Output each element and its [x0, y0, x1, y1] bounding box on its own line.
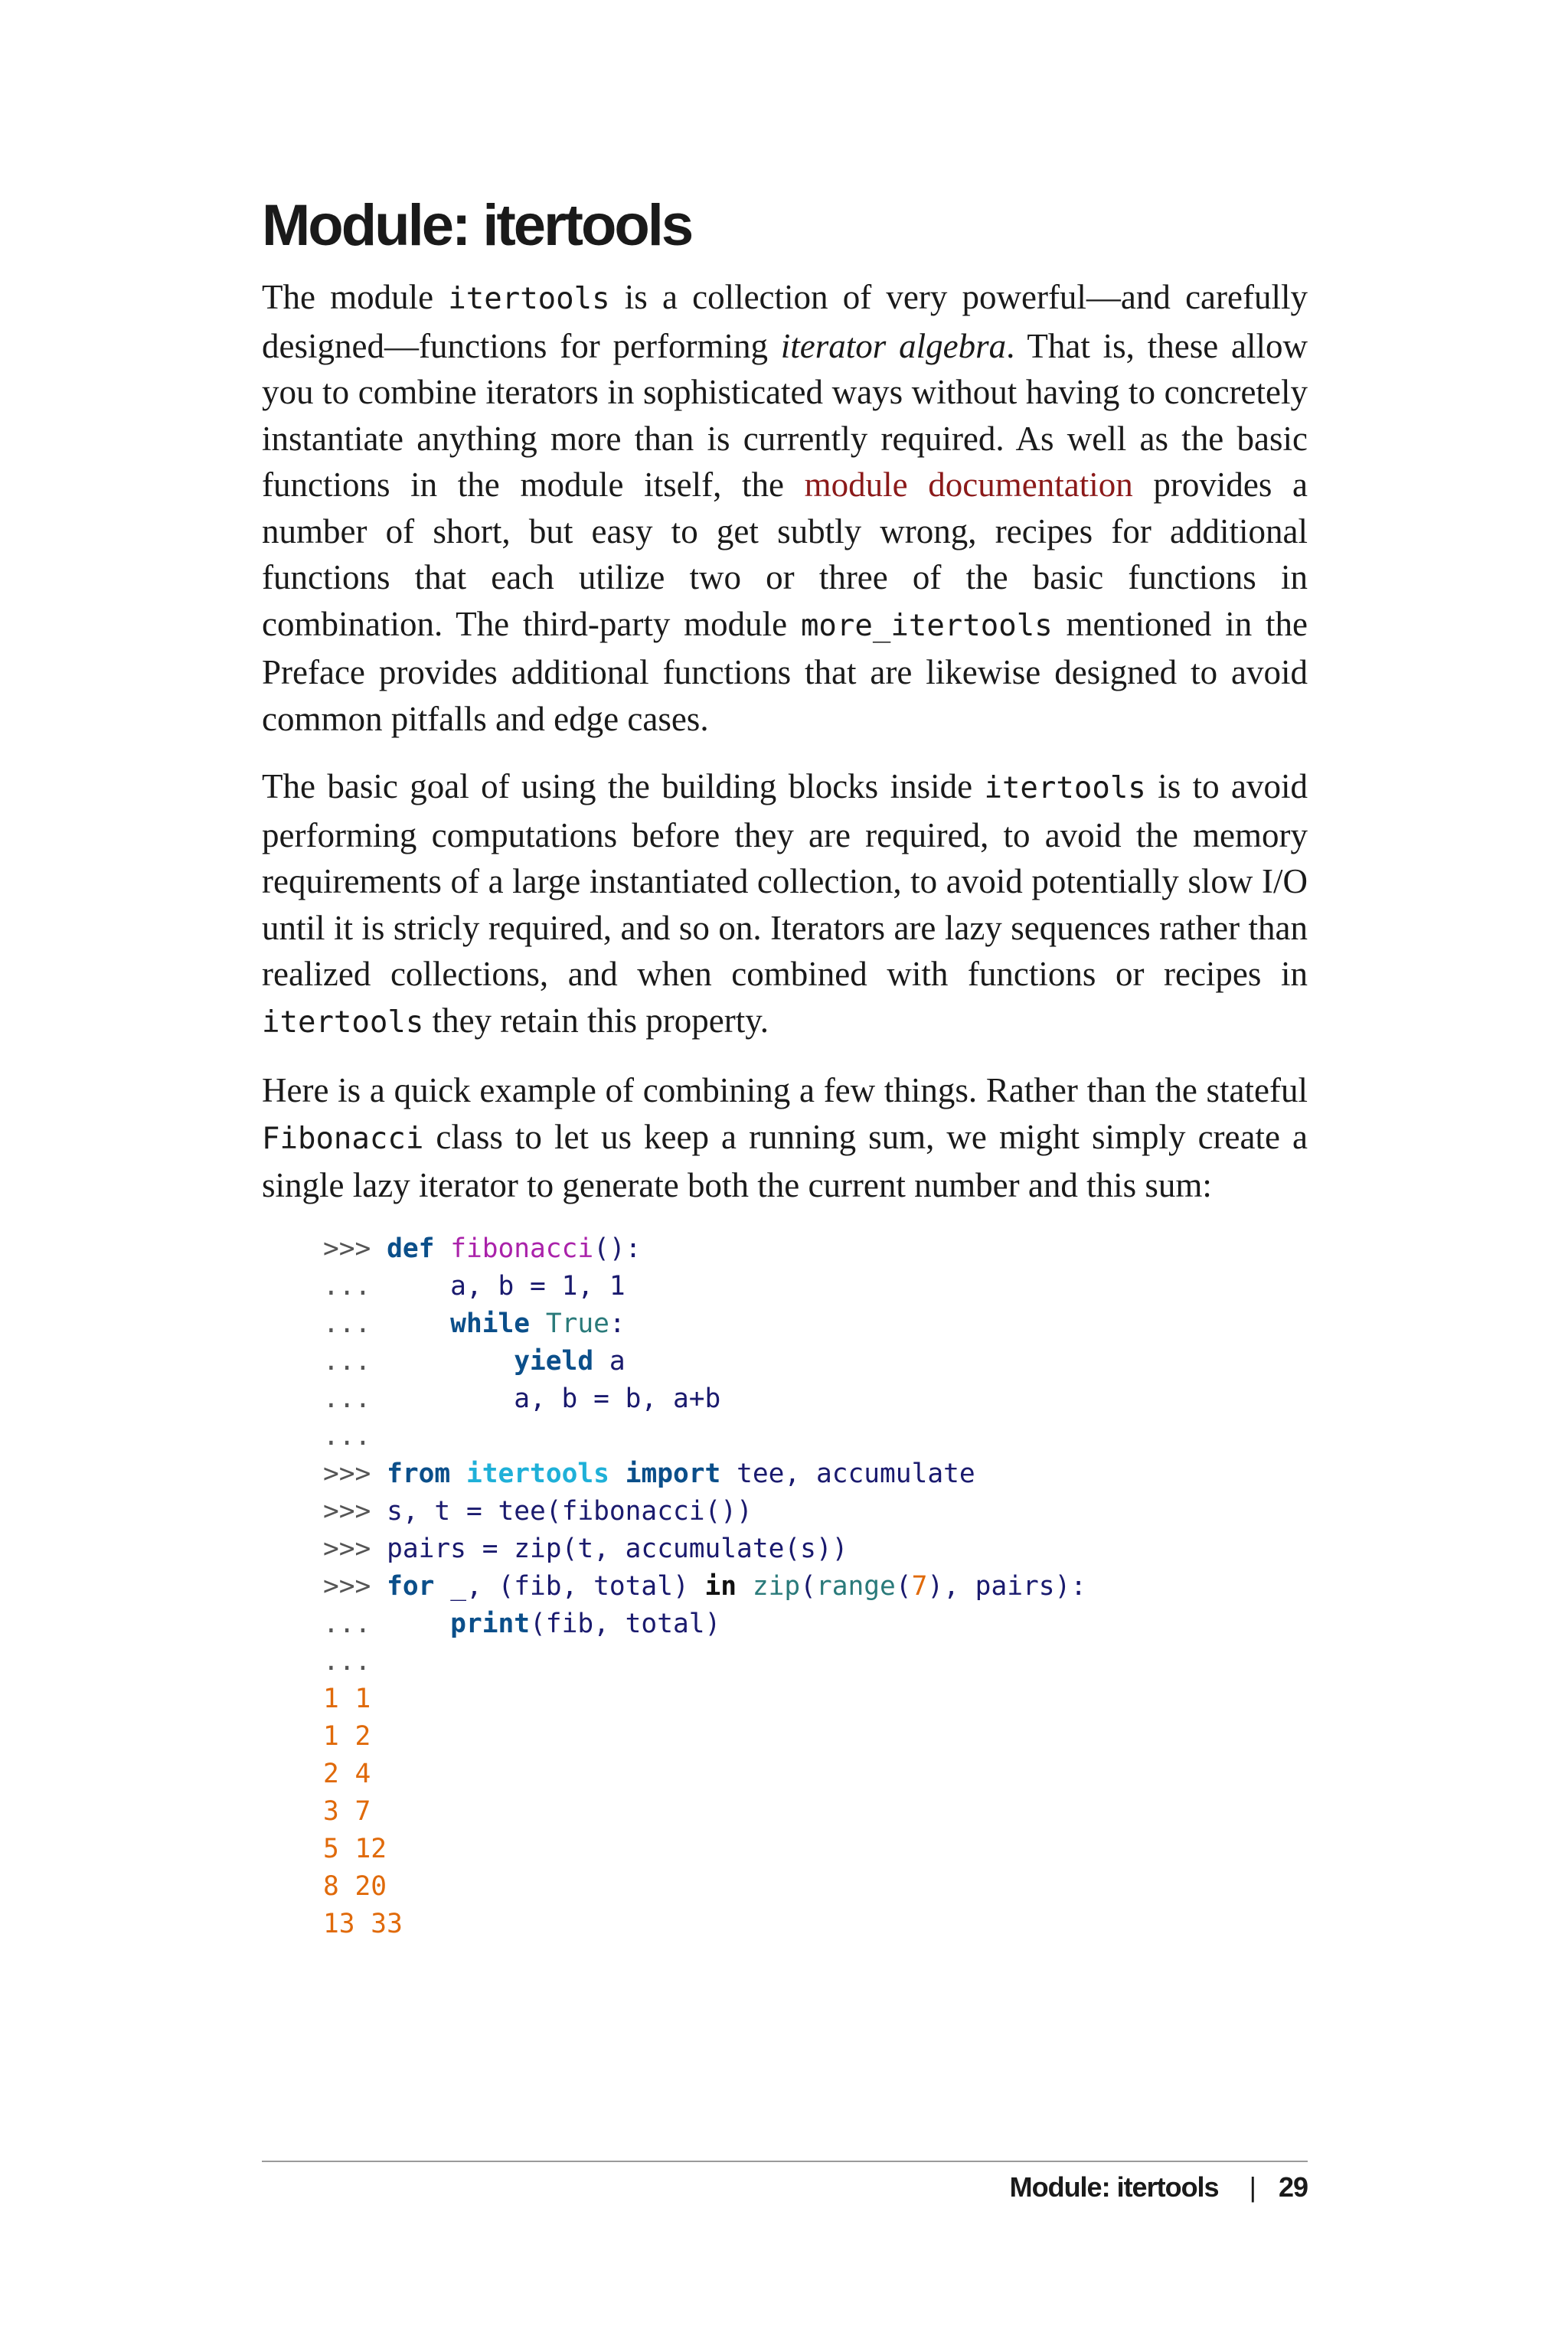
code-line: a, b = b, a+b	[514, 1383, 721, 1414]
footer-section-title: Module: itertools	[1009, 2171, 1219, 2203]
prompt: >>>	[323, 1458, 371, 1489]
text: provides a number of short, but easy to get subtly wrong, recipes for additional functions that each utilize two or three of the basic functions in combination. The third-party module	[262, 466, 1308, 643]
output-line: 8 20	[323, 1870, 387, 1902]
prompt: >>>	[323, 1533, 371, 1564]
continuation: ...	[323, 1645, 371, 1677]
code-text: :	[609, 1308, 626, 1339]
keyword: print	[450, 1608, 531, 1639]
output-line: 1 1	[323, 1683, 371, 1714]
module-name: itertools	[466, 1458, 609, 1489]
text: The module	[262, 278, 449, 316]
text: . That is, these allow you to combine iterators in sophisticated ways without having to concretely instantiate anything more than is currently required. As well as the basic functions in the module itself, the	[262, 326, 1308, 504]
function-name: fibonacci	[450, 1233, 594, 1264]
keyword: from	[387, 1458, 451, 1489]
builtin: zip	[752, 1570, 801, 1602]
paragraph-1	[262, 274, 1308, 742]
code-line: s, t = tee(fibonacci())	[387, 1495, 753, 1527]
paragraph-2	[262, 763, 1308, 1046]
keyword: for	[387, 1570, 435, 1602]
inline-code: more_itertools	[800, 608, 1053, 643]
module-documentation-link[interactable]: module documentation	[804, 466, 1133, 504]
inline-code: itertools	[448, 282, 610, 316]
output-line: 3 7	[323, 1795, 371, 1827]
continuation: ...	[323, 1420, 371, 1452]
text: The basic goal of using the building blocks inside	[262, 767, 985, 805]
footer-separator: |	[1249, 2171, 1256, 2203]
code-text: (fib, total)	[530, 1608, 721, 1639]
continuation: ...	[323, 1345, 371, 1377]
text: Here is a quick example of combining a few things. Rather than the stateful	[262, 1071, 1308, 1109]
text: class to let us keep a running sum, we might simply create a single lazy iterator to generate both the current number and this sum:	[262, 1117, 1308, 1204]
text: they retain this property.	[423, 1001, 769, 1040]
output-line: 1 2	[323, 1720, 371, 1752]
text: is to avoid performing computations before they are required, to avoid the memory requirements of a large instantiated collection, to avoid potentially slow I/O until it is stricly required, and so on. Iterators are lazy sequences rather than realized collections, and when combined with functions or recipes in	[262, 767, 1308, 993]
paragraph-3	[262, 1067, 1308, 1209]
keyword: in	[704, 1570, 737, 1602]
number: 7	[911, 1570, 928, 1602]
inline-code: itertools	[984, 771, 1146, 805]
output-line: 2 4	[323, 1758, 371, 1789]
code-text: a	[609, 1345, 626, 1377]
output-line: 5 12	[323, 1833, 387, 1864]
keyword: import	[625, 1458, 721, 1489]
keyword: def	[387, 1233, 435, 1264]
inline-code: itertools	[262, 1004, 424, 1040]
code-line: pairs = zip(t, accumulate(s))	[387, 1533, 848, 1564]
text: mentioned in the Preface provides additional functions that are likewise designed to avoid common pitfalls and edge cases.	[262, 604, 1308, 738]
keyword: while	[450, 1308, 531, 1339]
page-content	[262, 184, 1308, 1943]
code-text: ():	[593, 1233, 642, 1264]
continuation: ...	[323, 1270, 371, 1302]
emphasis: iterator algebra	[780, 326, 1007, 365]
code-line: a, b = 1, 1	[450, 1270, 626, 1302]
continuation: ...	[323, 1383, 371, 1414]
prompt: >>>	[323, 1495, 371, 1527]
page-footer	[1010, 2171, 1308, 2203]
code-text: tee, accumulate	[737, 1458, 975, 1489]
prompt: >>>	[323, 1233, 371, 1264]
prompt: >>>	[323, 1570, 371, 1602]
keyword: yield	[514, 1345, 594, 1377]
section-heading: Module: itertools	[262, 193, 692, 258]
continuation: ...	[323, 1608, 371, 1639]
inline-code: Fibonacci	[262, 1121, 424, 1156]
builtin: range	[815, 1570, 896, 1602]
footer-rule	[262, 2161, 1308, 2162]
output-line: 13 33	[323, 1908, 403, 1939]
page-number: 29	[1278, 2171, 1308, 2203]
continuation: ...	[323, 1308, 371, 1339]
text: is a collection of very powerful—and carefully designed—functions for performing	[262, 278, 1308, 365]
builtin: True	[545, 1308, 609, 1339]
code-text: ), pairs):	[927, 1570, 1087, 1602]
code-text: _, (fib, total)	[450, 1570, 689, 1602]
code-listing: >>> def fibonacci(): ... a, b = 1, 1 ... while True: ... yield a ... a, b = b, a+b ... >>> from itertools import tee, accumulate >>> s, t = tee(fibonacci()) >>> pairs = zip(t, accumulate(s)) >>> for _, (fib, total) in zip(range(7), pairs): ... print(fib, total) ... 1 1 1 2 2 4 3 7 5 12 8 20 13 33	[323, 1233, 1087, 1939]
